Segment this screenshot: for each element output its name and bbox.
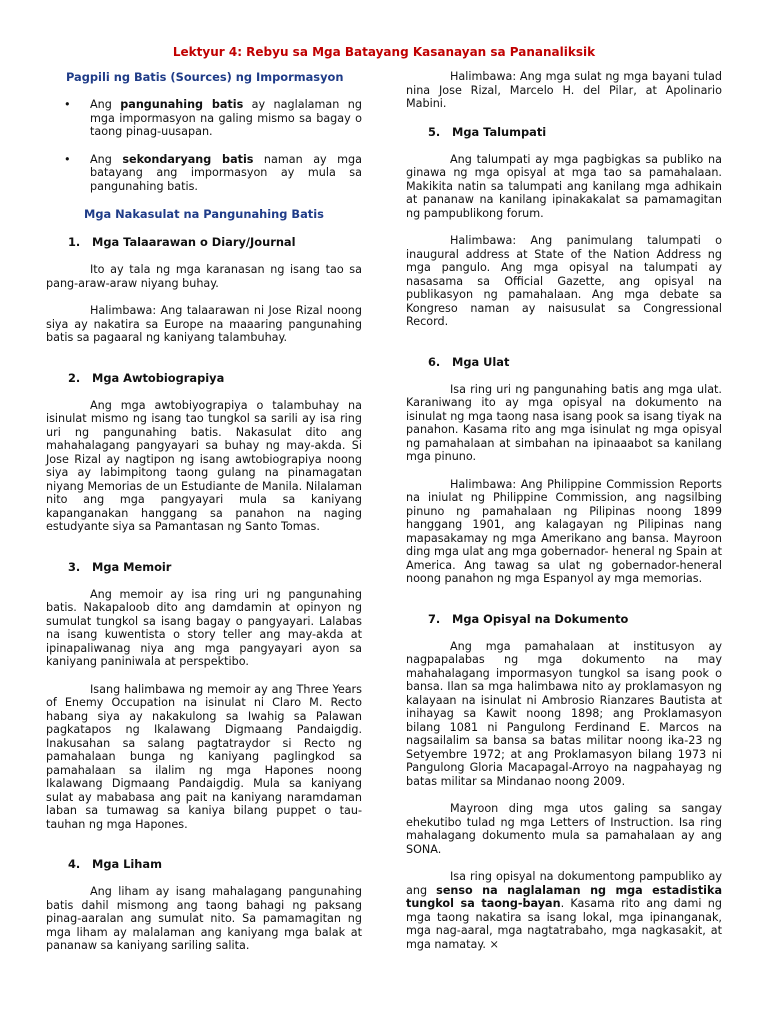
section-7-paragraph-2: Mayroon ding mga utos galing sa sangay ehekutibo tulad ng mga Letters of Instruction. Isa ring mahalagang dokumento mula sa pamahalaan ay ang SONA. xyxy=(406,802,722,856)
section-7-paragraph-3: Isa ring opisyal na dokumentong pampubliko ay ang senso na naglalaman ng mga estadistika tungkol sa taong-bayan. Kasama rito ang dami ng mga taong nakatira sa isang lokal, mga ipinanganak, mga nag-aaral, mga nagtatrabaho, mga nagkasakit, at mga namatay. × xyxy=(406,870,722,951)
section-5-paragraph: Ang talumpati ay mga pagbigkas sa publiko na ginawa ng mga opisyal at mga tao sa pamahalaan. Makikita natin sa talumpati ang kanilang mga adhikain at pananaw na kanilang ipinakakalat sa pamamagitan ng pampublikong forum. xyxy=(406,152,722,220)
right-column xyxy=(406,70,722,951)
letters-example: Halimbawa: Ang mga sulat ng mga bayani tulad nina Jose Rizal, Marcelo H. del Pilar, at Apolinario Mabini. xyxy=(406,70,722,110)
section-5-title: 5. Mga Talumpati xyxy=(428,124,547,139)
section-1-paragraph: Ito ay tala ng mga karanasan ng isang tao sa pang-araw-araw niyang buhay. xyxy=(46,263,362,290)
left-column xyxy=(46,70,362,953)
section-1-title: 1. Mga Talaarawan o Diary/Journal xyxy=(68,235,296,249)
bullet-dot: • xyxy=(64,152,71,166)
section-3-paragraph: Ang memoir ay isa ring uri ng pangunahing batis. Nakapaloob dito ang damdamin at opinyon ng sumulat tungkol sa isang bagay o pangyayari. Lalabas na isang kuwentista o story teller ang may-akda at ipinapaliwanag niya ang mga pangyayari ayon sa kaniyang paniniwala at perspektibo. xyxy=(46,587,362,668)
section-6-paragraph: Isa ring uri ng pangunahing batis ang mga ulat. Karaniwang ito ay mga opisyal na dokumento na isinulat ng mga taong nasa isang pook sa isang tiyak na panahon. Kasama rito ang mga isinulat ng mga opisyal ng pamahalaan at simbahan na ipinaaabot sa kanilang mga pinuno. xyxy=(406,382,722,463)
section-3-title: 3. Mga Memoir xyxy=(68,559,172,574)
section-4-paragraph: Ang liham ay isang mahalagang pangunahing batis dahil mismong ang taong bahagi ng paksang pinag-aaralan ang sumulat nito. Sa pamamagitan ng mga liham ay malalaman ang kaniyang mga balak at pananaw sa kaniyang sariling salita. xyxy=(46,885,362,952)
section-7-title: 7. Mga Opisyal na Dokumento xyxy=(428,611,629,626)
section-5-example: Halimbawa: Ang panimulang talumpati o inaugural address at State of the Nation Address ng mga pangulo. Ang mga opisyal na talumpati ay nasasama sa Official Gazette, ang opisyal na publikasyon ng pamahalaan. Ang mga debate sa Kongreso naman ay naisusulat sa Congressional Record. xyxy=(406,234,722,328)
bullet-secondary: • Ang sekondaryang batis naman ay mga batayang ang impormasyon ay mula sa pangunahing batis. xyxy=(64,152,362,193)
lecture-title: Lektyur 4: Rebyu sa Mga Batayang Kasanayan sa Pananaliksik xyxy=(172,45,596,59)
section-1-example: Halimbawa: Ang talaarawan ni Jose Rizal noong siya ay nakatira sa Europe na maaaring pangunahing batis sa pagaaral ng kaniyang talambuhay. xyxy=(46,304,362,344)
section-7-paragraph: Ang mga pamahalaan at institusyon ay nagpapalabas ng mga dokumento na may mahahalagang impormasyon tungkol sa isang pook o bansa. Ilan sa mga halimbawa nito ay proklamasyon ng kalayaan na isinulat ni Ambrosio Rianzares Bautista at inihayag sa Kawit noong 1898; ang Proklamasyon bilang 1081 ni Pangulong Ferdinand E. Marcos na nagsailalim sa bansa sa batas militar noong ika-23 ng Setyembre 1972; at ang Proklamasyon bilang 1973 ni Pangulong Gloria Macapagal-Arroyo na nagpahayag ng batas militar sa Mindanao noong 2009. xyxy=(406,639,722,788)
section-2-paragraph: Ang mga awtobiyograpiya o talambuhay na isinulat mismo ng isang tao tungkol sa sarili ay isa ring uri ng pangunahing batis. Nakasulat dito ang mahahalagang pangyayari sa buhay ng may-akda. Si Jose Rizal ay nagtipon ng isang awtobiograpiya noong siya ay labimpitong taong gulang na pinamagatan niyang Memorias de un Estudiante de Manila. Nilalaman nito ang mga pangyayari mula sa kaniyang kapanganakan hanggang sa panahon na naging estudyante siya sa Pamantasan ng Santo Tomas. xyxy=(46,398,362,533)
heading-written-primary: Mga Nakasulat na Pangunahing Batis xyxy=(84,207,324,221)
section-4-title: 4. Mga Liham xyxy=(68,857,162,871)
bullet-dot: • xyxy=(64,98,71,111)
section-6-title: 6. Mga Ulat xyxy=(428,354,510,369)
bullet-primary: • Ang pangunahing batis ay naglalaman ng mga impormasyon na galing mismo sa bagay o taong pinag-uusapan. xyxy=(64,98,362,138)
section-6-example: Halimbawa: Ang Philippine Commission Reports na iniulat ng Philippine Commission, ang nagsilbing pinuno ng pamahalaan ng Pilipinas noong 1899 hanggang 1901, ang kalagayan ng Pilipinas nang mapasakamay ng mga Amerikano ang bansa. Mayroon ding mga ulat ang mga gobernador- heneral ng Spain at America. Ang tawag sa ulat ng gobernador-heneral noong panahon ng mga Espanyol ay mga memorias. xyxy=(406,477,722,585)
section-3-example: Isang halimbawa ng memoir ay ang Three Years of Enemy Occupation na isinulat ni Claro M. Recto habang siya ay nakakulong sa Iwahig sa Palawan pagkatapos ng Ikalawang Digmaang Pandaigdig. Inakusahan sa salang pagtatraydor si Recto ng pamahalaan bunga ng kaniyang paglingkod sa pamahalaan sa ilalim ng mga Hapones noong Ikalawang Digmaang Pandaigdig. Mula sa kaniyang sulat ay mababasa ang pait na kaniyang naramdaman laban sa tumawag sa kaniya bilang puppet o tau-tauhan ng mga Hapones. xyxy=(46,682,362,831)
heading-sources: Pagpili ng Batis (Sources) ng Impormasyon xyxy=(66,70,344,84)
section-2-title: 2. Mga Awtobiograpiya xyxy=(68,370,225,385)
